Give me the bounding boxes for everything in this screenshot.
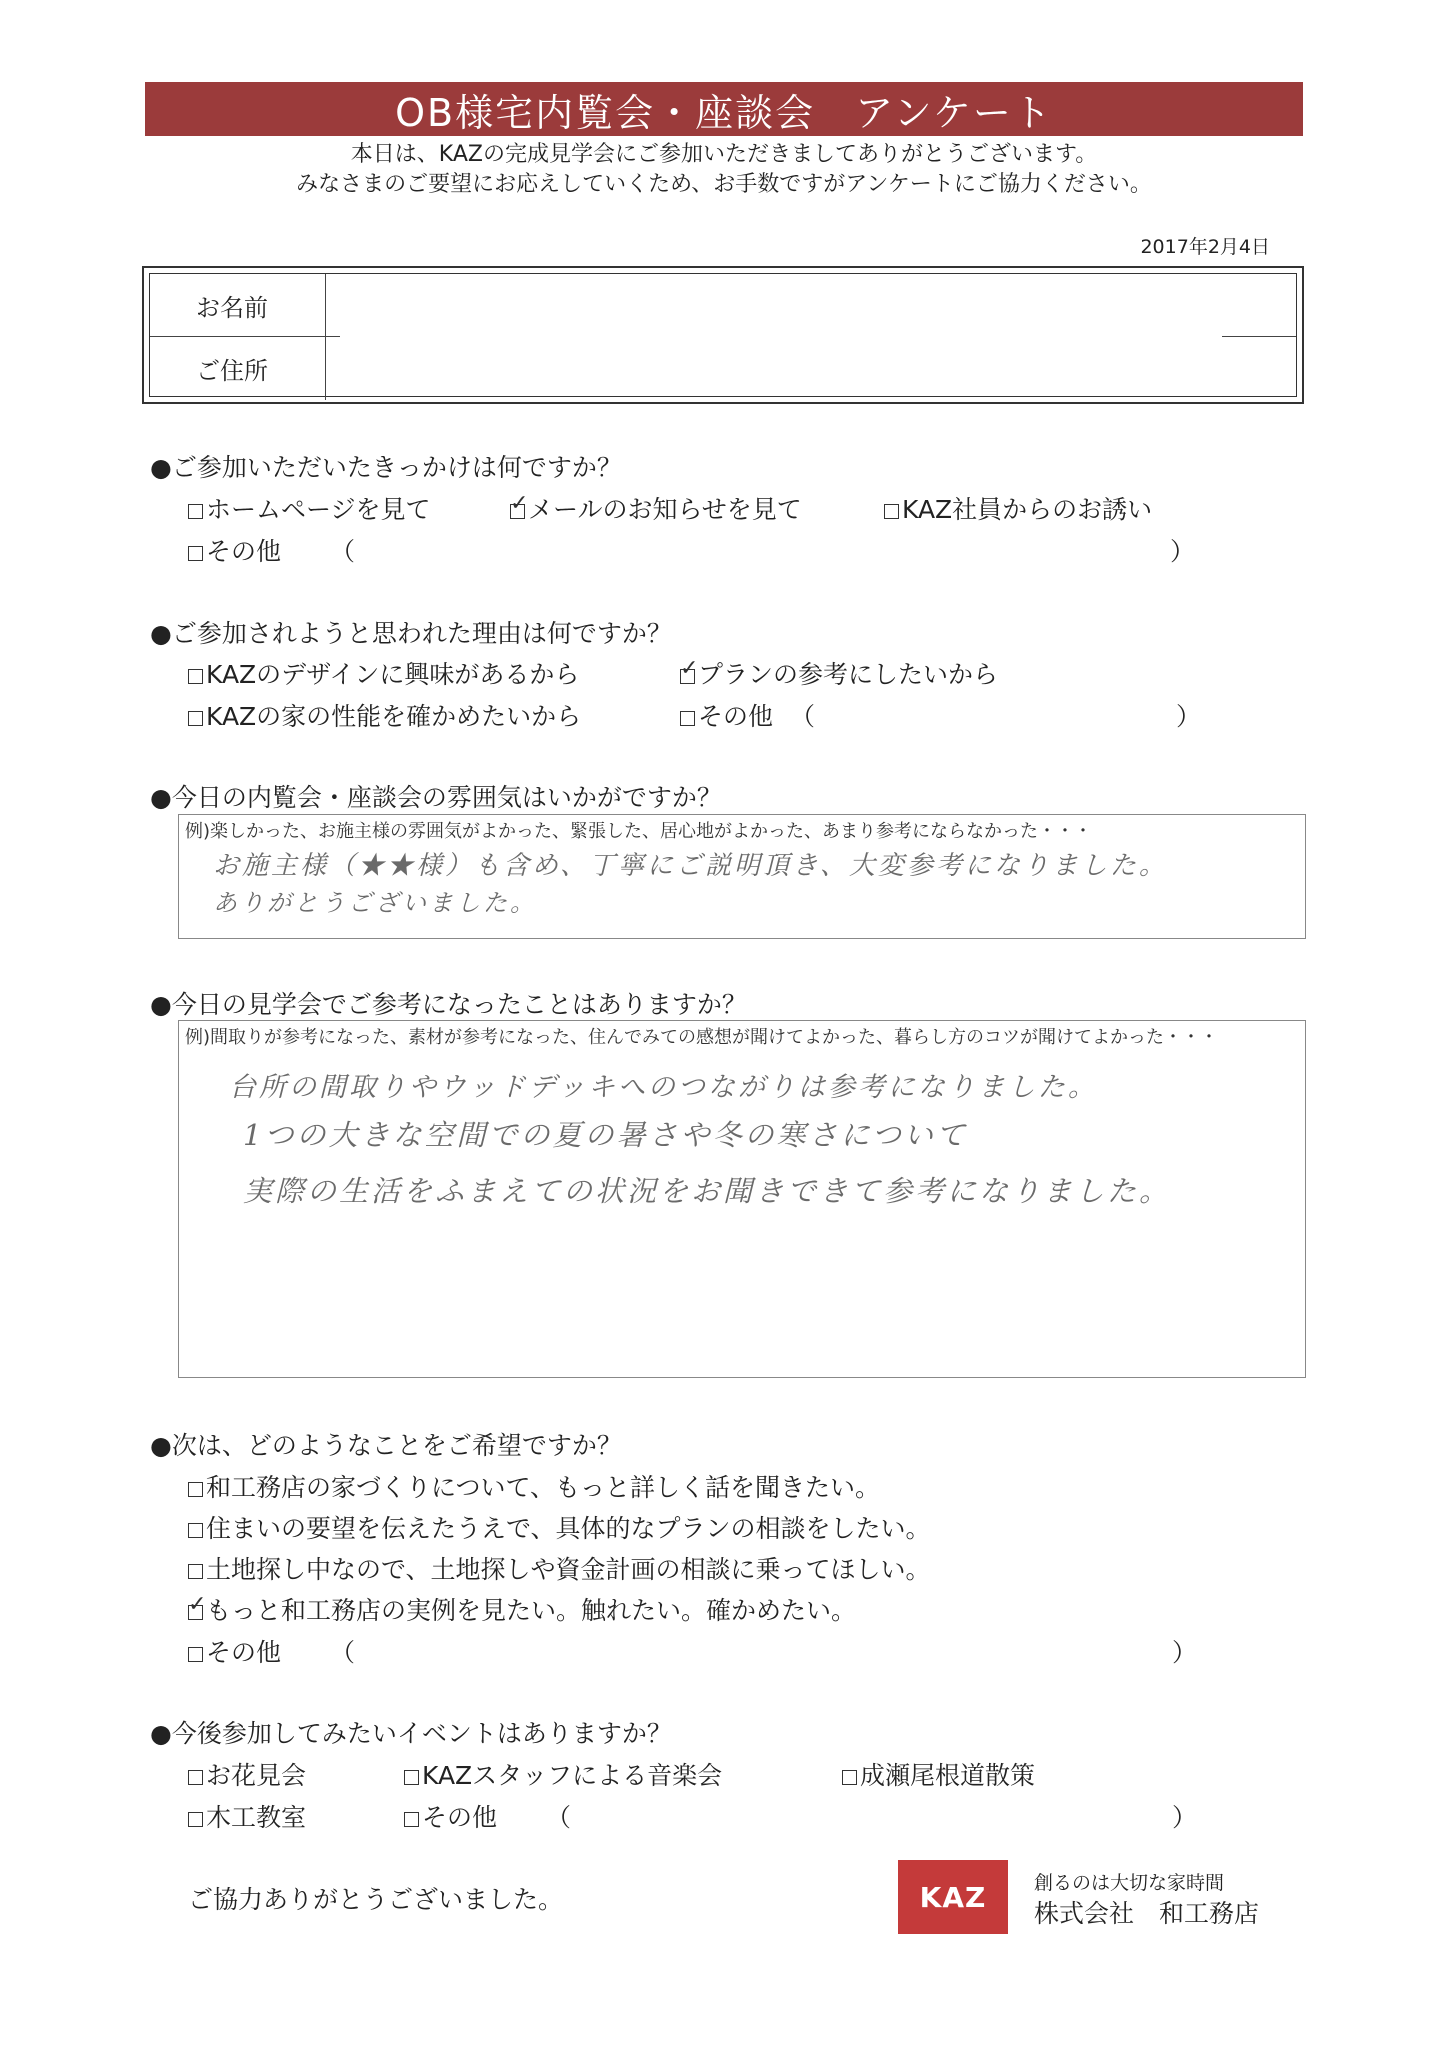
q2-option-other[interactable]: [680, 697, 773, 733]
q3-answer-line-1: お施主様（★★様）も含め、丁寧にご説明頂き、大変参考になりました。: [213, 851, 1168, 881]
option-label: 成瀬尾根道散策: [860, 1761, 1036, 1790]
option-label: KAZスタッフによる音楽会: [422, 1761, 723, 1790]
checkbox[interactable]: [188, 546, 203, 561]
checkbox[interactable]: [842, 1770, 857, 1785]
q4-answer-line-2: 1つの大きな空間での夏の暑さや冬の寒さについて: [243, 1118, 968, 1152]
q3-example-text: 例)楽しかった、お施主様の雰囲気がよかった、緊張した、居心地がよかった、あまり参考にならなかった・・・: [185, 821, 1093, 842]
q4-answer-line-1: 台所の間取りやウッドデッキへのつながりは参考になりました。: [229, 1072, 1098, 1103]
option-label: 土地探し中なので、土地探しや資金計画の相談に乗ってほしい。: [206, 1555, 931, 1584]
option-label: メールのお知らせを見て: [528, 495, 802, 524]
closing-thanks: ご協力ありがとうございました。: [188, 1885, 564, 1914]
address-field[interactable]: [340, 342, 1290, 396]
checkbox[interactable]: [884, 504, 899, 519]
checkbox[interactable]: [404, 1812, 419, 1827]
q6-option-other[interactable]: [404, 1798, 497, 1834]
q1-other-paren-close: ）: [1170, 537, 1196, 566]
option-label: 住まいの要望を伝えたうえで、具体的なプランの相談をしたい。: [206, 1514, 931, 1543]
checkbox-checked[interactable]: [680, 669, 695, 684]
name-field[interactable]: [340, 278, 1210, 332]
q3-answer-line-2: ありがとうございました。: [213, 889, 537, 917]
q2-option-performance[interactable]: [188, 697, 581, 733]
survey-title-banner: OB様宅内覧会・座談会 アンケート: [145, 82, 1303, 136]
survey-date: 2017年2月4日: [1140, 236, 1270, 258]
q4-answer-line-3: 実際の生活をふまえての状況をお聞きできて参考になりました。: [243, 1174, 1172, 1208]
checkbox[interactable]: [188, 504, 203, 519]
q5-option-other[interactable]: [188, 1633, 281, 1669]
checkbox[interactable]: [188, 1482, 203, 1497]
row-divider-left: [150, 336, 340, 337]
checkbox[interactable]: [404, 1770, 419, 1785]
q6-option-woodwork[interactable]: [188, 1798, 306, 1834]
checkbox[interactable]: [188, 1812, 203, 1827]
option-label: 和工務店の家づくりについて、もっと詳しく話を聞きたい。: [206, 1473, 881, 1502]
q2-other-paren-close: ）: [1176, 702, 1202, 731]
q1-other-paren-open: （: [330, 537, 356, 566]
checkbox-checked[interactable]: [188, 1605, 203, 1620]
checkbox[interactable]: [188, 1770, 203, 1785]
kaz-logo: KAZ: [898, 1860, 1008, 1934]
address-label: ご住所: [150, 336, 326, 400]
q4-question: ●今日の見学会でご参考になったことはありますか？: [150, 990, 747, 1019]
intro-line-2: みなさまのご要望にお応えしていくため、お手数ですがアンケートにご協力ください。: [296, 172, 1152, 197]
q2-other-paren-open: （: [790, 702, 816, 731]
option-label: プランの参考にしたいから: [698, 660, 999, 689]
q1-option-other[interactable]: [188, 532, 281, 568]
option-label: KAZのデザインに興味があるから: [206, 660, 580, 689]
company-tagline: 創るのは大切な家時間: [1034, 1872, 1225, 1894]
option-label: その他: [206, 537, 282, 566]
q3-question: ●今日の内覧会・座談会の雰囲気はいかがですか？: [150, 783, 722, 812]
q6-other-paren-close: ）: [1172, 1803, 1198, 1832]
respondent-info-table: [142, 266, 1304, 404]
q1-option-staff[interactable]: [884, 490, 1152, 526]
q1-option-email[interactable]: [510, 490, 802, 526]
option-label: その他: [206, 1638, 282, 1667]
option-label: お花見会: [206, 1761, 307, 1790]
option-label: KAZ社員からのお誘い: [902, 495, 1153, 524]
q6-question: ●今後参加してみたいイベントはありますか？: [150, 1719, 672, 1748]
option-label: KAZの家の性能を確かめたいから: [206, 702, 582, 731]
q3-answer-box[interactable]: [178, 814, 1306, 939]
checkbox[interactable]: [188, 669, 203, 684]
q4-answer-box[interactable]: [178, 1020, 1306, 1378]
q2-option-design[interactable]: [188, 655, 579, 691]
option-label: 木工教室: [206, 1803, 307, 1832]
option-label: ホームページを見て: [206, 495, 431, 524]
q5-option-talk[interactable]: [188, 1468, 880, 1504]
q5-other-paren-open: （: [330, 1638, 356, 1667]
name-label: お名前: [150, 274, 326, 336]
company-name: 株式会社 和工務店: [1034, 1899, 1260, 1928]
q5-option-land[interactable]: [188, 1550, 931, 1586]
q6-option-concert[interactable]: [404, 1756, 722, 1792]
q5-question: ●次は、どのようなことをご希望ですか？: [150, 1431, 622, 1460]
q4-example-text: 例)間取りが参考になった、素材が参考になった、住んでみての感想が聞けてよかった、暮らし方のコツが聞けてよかった・・・: [185, 1027, 1219, 1048]
checkbox[interactable]: [188, 1564, 203, 1579]
q2-option-plan[interactable]: [680, 655, 998, 691]
checkbox-checked[interactable]: [510, 504, 525, 519]
row-divider-right: [1222, 336, 1296, 337]
checkbox[interactable]: [188, 711, 203, 726]
option-label: もっと和工務店の実例を見たい。触れたい。確かめたい。: [206, 1596, 857, 1625]
q6-option-walk[interactable]: [842, 1756, 1035, 1792]
option-label: その他: [698, 702, 774, 731]
q6-other-paren-open: （: [546, 1803, 572, 1832]
q1-option-homepage[interactable]: [188, 490, 431, 526]
q2-question: ●ご参加されようと思われた理由は何ですか？: [150, 619, 672, 648]
q5-option-examples[interactable]: [188, 1591, 856, 1627]
q1-question: ●ご参加いただいたきっかけは何ですか？: [150, 453, 622, 482]
checkbox[interactable]: [680, 711, 695, 726]
option-label: その他: [422, 1803, 498, 1832]
checkbox[interactable]: [188, 1523, 203, 1538]
q6-option-hanami[interactable]: [188, 1756, 306, 1792]
checkbox[interactable]: [188, 1647, 203, 1662]
q5-other-paren-close: ）: [1172, 1638, 1198, 1667]
intro-line-1: 本日は、KAZの完成見学会にご参加いただきましてありがとうございます。: [350, 142, 1098, 167]
q5-option-plan-consult[interactable]: [188, 1509, 931, 1545]
